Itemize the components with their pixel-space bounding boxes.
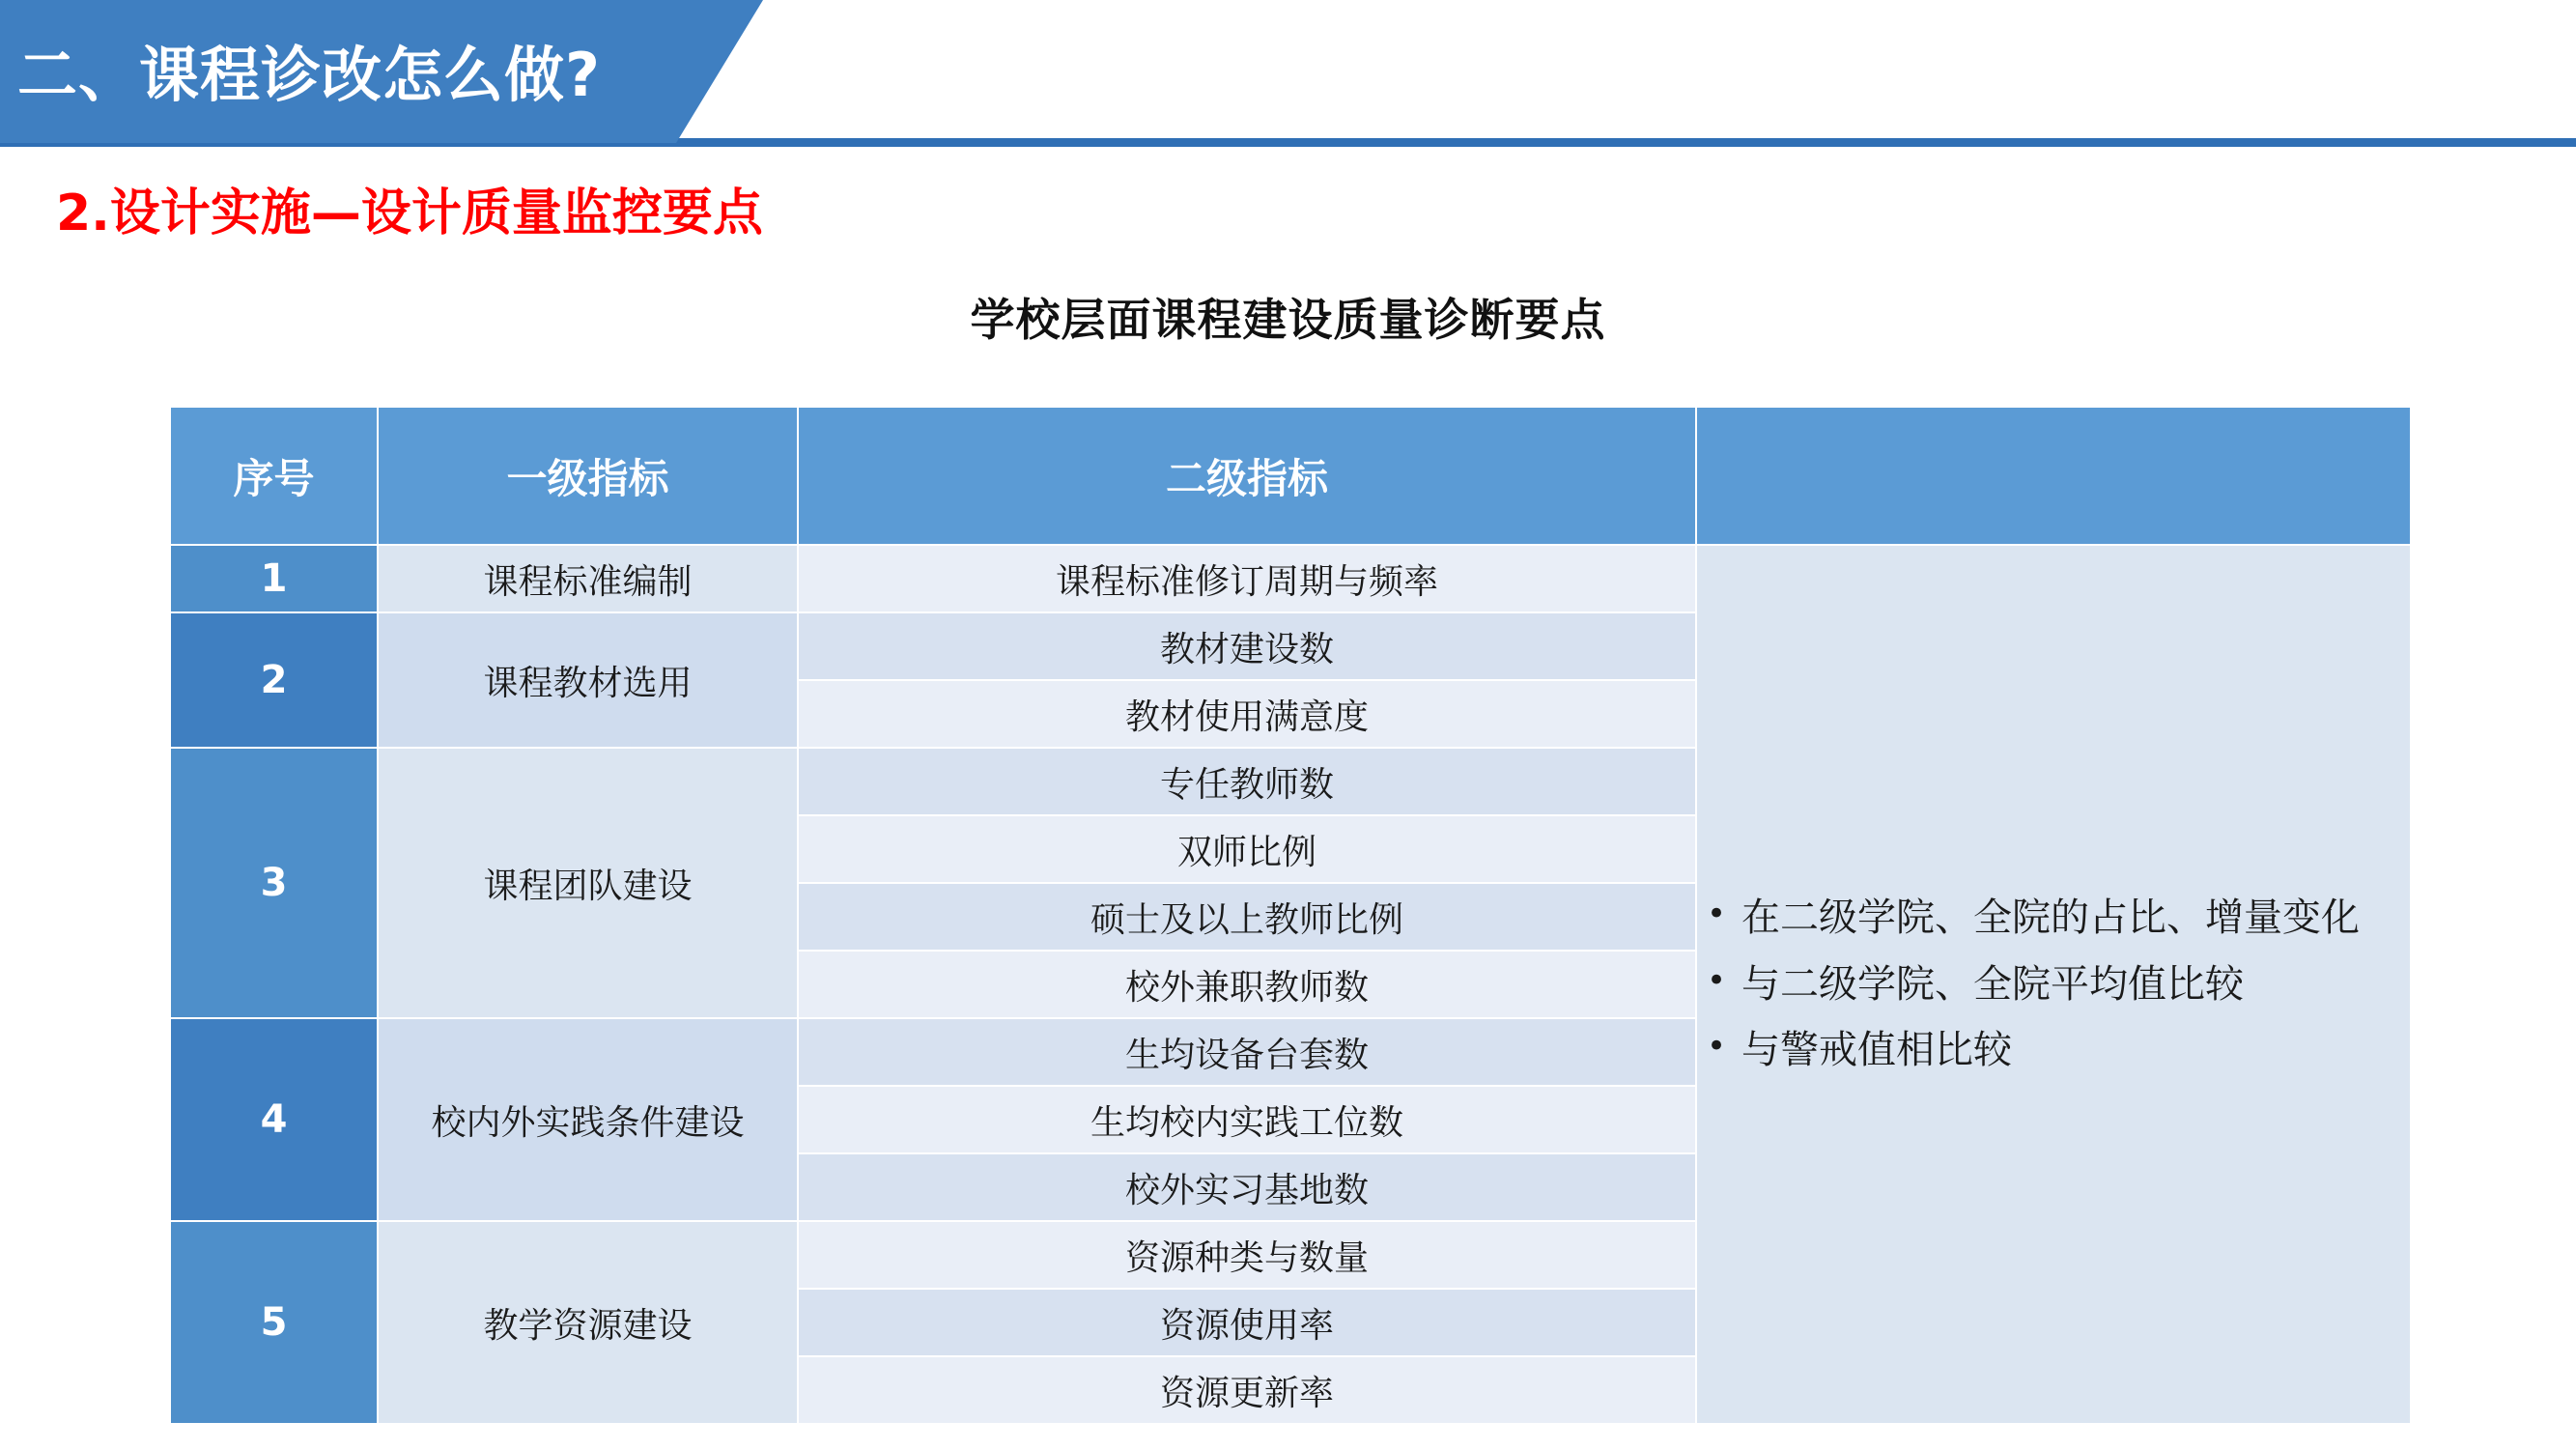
row-level2: 生均设备台套数 (798, 1018, 1696, 1086)
row-level1: 校内外实践条件建设 (378, 1018, 798, 1221)
row-level2: 课程标准修订周期与频率 (798, 545, 1696, 612)
row-level1: 课程教材选用 (378, 612, 798, 748)
notes-list (1697, 893, 2410, 1076)
row-level2: 校外兼职教师数 (798, 951, 1696, 1018)
column-header-notes (1696, 407, 2411, 545)
table-title: 学校层面课程建设质量诊断要点 (970, 294, 1606, 346)
row-number: 5 (170, 1221, 378, 1424)
quality-diagnosis-table (169, 406, 2412, 1425)
row-level2: 资源更新率 (798, 1356, 1696, 1424)
row-level2: 双师比例 (798, 815, 1696, 883)
row-number: 4 (170, 1018, 378, 1221)
row-level2: 硕士及以上教师比例 (798, 883, 1696, 951)
table-row (170, 545, 2411, 612)
row-level2: 教材建设数 (798, 612, 1696, 680)
column-header-level1: 一级指标 (378, 407, 798, 545)
note-item: • 在二级学院、全院的占比、增量变化 (1741, 893, 2410, 944)
quality-diagnosis-table-container (169, 406, 2410, 1425)
column-header-level2: 二级指标 (798, 407, 1696, 545)
notes-cell (1696, 545, 2411, 1424)
row-number: 2 (170, 612, 378, 748)
row-level2: 生均校内实践工位数 (798, 1086, 1696, 1153)
row-level2: 校外实习基地数 (798, 1153, 1696, 1221)
banner-title: 二、课程诊改怎么做? (17, 40, 601, 110)
row-level2: 资源种类与数量 (798, 1221, 1696, 1289)
row-number: 3 (170, 748, 378, 1018)
row-level2: 教材使用满意度 (798, 680, 1696, 748)
note-item: • 与二级学院、全院平均值比较 (1741, 959, 2410, 1010)
row-level2: 专任教师数 (798, 748, 1696, 815)
table-header-row (170, 407, 2411, 545)
row-level1: 课程团队建设 (378, 748, 798, 1018)
row-number: 1 (170, 545, 378, 612)
section-title: 2.设计实施—设计质量监控要点 (56, 185, 763, 242)
row-level2: 资源使用率 (798, 1289, 1696, 1356)
column-header-no: 序号 (170, 407, 378, 545)
row-level1: 教学资源建设 (378, 1221, 798, 1424)
row-level1: 课程标准编制 (378, 545, 798, 612)
note-item: • 与警戒值相比较 (1741, 1025, 2410, 1076)
header-underline-right (744, 141, 2576, 147)
